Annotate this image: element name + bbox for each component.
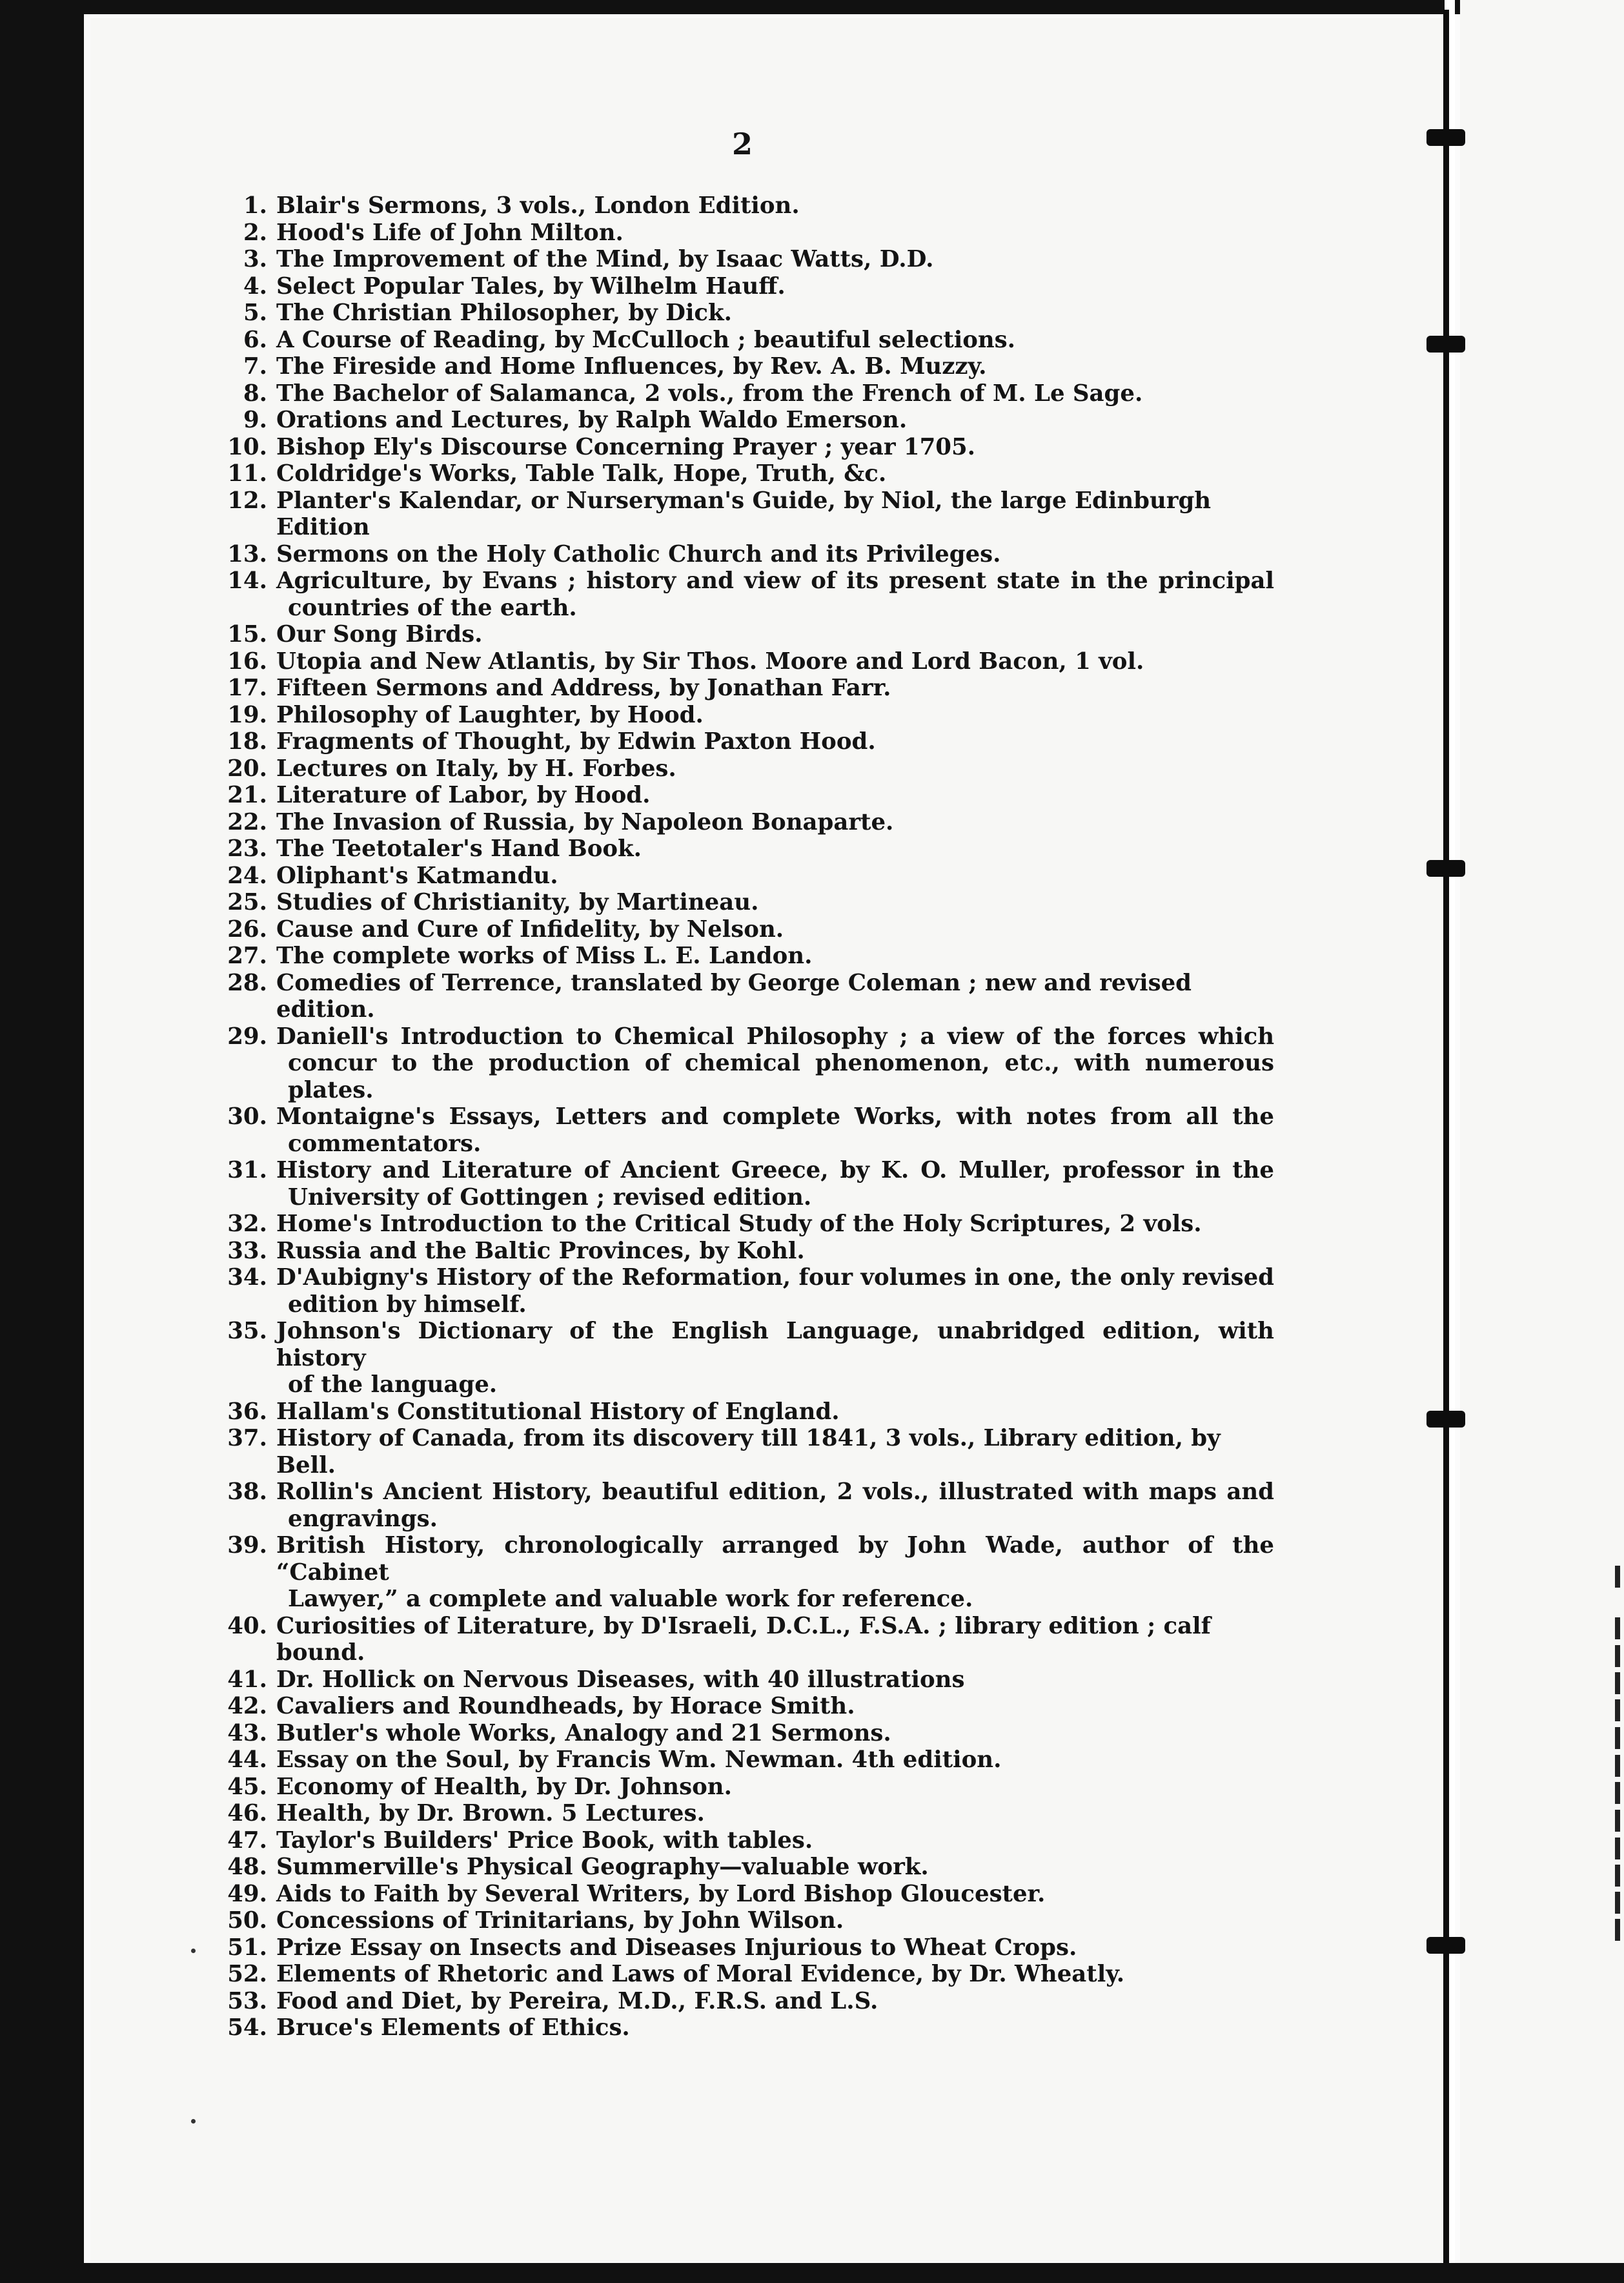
list-item-row	[213, 1693, 1274, 1720]
entry-title: The Invasion of Russia, by Napoleon Bonaparte.	[276, 808, 894, 835]
entry-continuation: edition by himself.	[288, 1291, 527, 1318]
list-item-row	[213, 1881, 1274, 1908]
list-item-row	[213, 568, 1274, 595]
entry-number: 20.	[227, 755, 267, 782]
list-item-row	[213, 1318, 1274, 1371]
list-item-row	[213, 380, 1274, 407]
list-item-row	[213, 702, 1274, 729]
list-item	[213, 1693, 1274, 1720]
entry-title: Cause and Cure of Infidelity, by Nelson.	[276, 916, 784, 943]
entry-number: 40.	[227, 1612, 267, 1639]
list-item	[213, 835, 1274, 863]
scan-edge-bottom	[0, 2263, 1624, 2283]
entry-continuation: countries of the earth.	[288, 594, 577, 621]
list-item	[213, 1800, 1274, 1827]
entry-number: 32.	[227, 1211, 267, 1237]
list-item-row	[213, 728, 1274, 755]
list-item-row	[213, 970, 1274, 1023]
list-item	[213, 728, 1274, 755]
list-item	[213, 1907, 1274, 1934]
entry-title: British History, chronologically arranged by John Wade, author of the “Cabinet	[276, 1532, 1274, 1586]
entry-title: Lectures on Italy, by H. Forbes.	[276, 755, 676, 782]
list-item	[213, 1318, 1274, 1398]
entry-title: Daniell's Introduction to Chemical Philosophy ; a view of the forces which	[276, 1023, 1274, 1050]
entry-number: 6.	[243, 326, 267, 353]
entry-number: 45.	[227, 1773, 267, 1800]
entry-title: Literature of Labor, by Hood.	[276, 782, 651, 808]
entry-number: 10.	[227, 433, 267, 460]
entry-number: 48.	[227, 1854, 267, 1880]
entry-title: Food and Diet, by Pereira, M.D., F.R.S. and L.S.	[276, 1987, 878, 2014]
entry-title: Concessions of Trinitarians, by John Wilson.	[276, 1907, 844, 1934]
list-item	[213, 1479, 1274, 1532]
list-item-row	[213, 1425, 1274, 1479]
book-list	[213, 192, 1274, 2042]
list-item	[213, 1881, 1274, 1908]
entry-number: 8.	[243, 380, 267, 407]
entry-number: 7.	[243, 353, 267, 380]
adjacent-page-mark	[1615, 1727, 1620, 1749]
entry-number: 54.	[227, 2014, 267, 2041]
list-item	[213, 621, 1274, 648]
entry-title: Taylor's Builders' Price Book, with tables.	[276, 1827, 813, 1854]
list-item-row	[213, 1103, 1274, 1131]
adjacent-page-mark	[1615, 1755, 1620, 1777]
list-item	[213, 2014, 1274, 2042]
entry-title: Economy of Health, by Dr. Johnson.	[276, 1773, 732, 1800]
list-item	[213, 192, 1274, 220]
list-item-row	[213, 460, 1274, 487]
list-item-row	[213, 809, 1274, 836]
ink-speck	[191, 1949, 196, 1953]
entry-number: 26.	[227, 916, 267, 943]
list-item	[213, 568, 1274, 621]
binding-stitch	[1426, 129, 1465, 146]
list-item-row	[213, 889, 1274, 916]
entry-number: 50.	[227, 1907, 267, 1934]
list-item	[213, 1023, 1274, 1104]
list-item	[213, 863, 1274, 890]
list-item-row	[213, 1398, 1274, 1426]
list-item	[213, 1613, 1274, 1666]
list-item	[213, 1961, 1274, 1988]
entry-number: 37.	[227, 1425, 267, 1451]
entry-title: Hallam's Constitutional History of England.	[276, 1398, 840, 1425]
list-item-row	[213, 863, 1274, 890]
list-item-row	[213, 675, 1274, 702]
list-item	[213, 755, 1274, 783]
list-item-row	[213, 192, 1274, 220]
entry-title: Montaigne's Essays, Letters and complete Works, with notes from all the	[276, 1103, 1274, 1130]
entry-title: Aids to Faith by Several Writers, by Lord Bishop Gloucester.	[276, 1880, 1046, 1907]
list-item	[213, 487, 1274, 541]
entry-number: 42.	[227, 1693, 267, 1719]
list-item	[213, 1988, 1274, 2015]
entry-number: 39.	[227, 1532, 267, 1559]
entry-continuation: engravings.	[288, 1505, 438, 1532]
entry-title: Home's Introduction to the Critical Study of the Holy Scriptures, 2 vols.	[276, 1211, 1202, 1237]
adjacent-page-mark	[1615, 1919, 1620, 1941]
scan-edge-top	[0, 0, 1624, 14]
entry-number: 2.	[243, 219, 267, 246]
entry-number: 19.	[227, 701, 267, 728]
entry-title: Philosophy of Laughter, by Hood.	[276, 701, 704, 728]
entry-title: Health, by Dr. Brown. 5 Lectures.	[276, 1800, 705, 1827]
adjacent-page-mark	[1615, 1782, 1620, 1804]
list-item-row	[213, 1211, 1274, 1238]
entry-title: Bruce's Elements of Ethics.	[276, 2014, 630, 2041]
list-item	[213, 675, 1274, 702]
entry-number: 25.	[227, 889, 267, 916]
list-item-row	[213, 220, 1274, 247]
entry-title: Blair's Sermons, 3 vols., London Edition.	[276, 192, 800, 219]
list-item-row	[213, 1827, 1274, 1854]
entry-number: 31.	[227, 1157, 267, 1183]
list-item	[213, 1774, 1274, 1801]
entry-title: Essay on the Soul, by Francis Wm. Newman. 4th edition.	[276, 1746, 1002, 1773]
entry-title: Fifteen Sermons and Address, by Jonathan Farr.	[276, 675, 891, 701]
list-item-row	[213, 1907, 1274, 1934]
entry-number: 30.	[227, 1103, 267, 1130]
adjacent-page-mark	[1615, 1810, 1620, 1832]
list-item-row	[213, 1023, 1274, 1050]
list-item-row	[213, 621, 1274, 648]
list-item	[213, 648, 1274, 675]
entry-title: Coldridge's Works, Table Talk, Hope, Truth, &c.	[276, 460, 887, 487]
list-item-row	[213, 273, 1274, 300]
list-item-row	[213, 327, 1274, 354]
list-item	[213, 1264, 1274, 1318]
entry-number: 17.	[227, 675, 267, 701]
entry-title: Planter's Kalendar, or Nurseryman's Guide, by Niol, the large Edinburgh Edition	[276, 487, 1212, 540]
entry-title: Studies of Christianity, by Martineau.	[276, 889, 759, 916]
list-item	[213, 246, 1274, 273]
list-item-row	[213, 1532, 1274, 1586]
entry-title: Russia and the Baltic Provinces, by Kohl.	[276, 1237, 805, 1264]
list-item	[213, 1532, 1274, 1613]
list-item	[213, 889, 1274, 916]
entry-title: The Christian Philosopher, by Dick.	[276, 300, 732, 326]
entry-title: D'Aubigny's History of the Reformation, four volumes in one, the only revised	[276, 1264, 1274, 1291]
entry-title: Sermons on the Holy Catholic Church and its Privileges.	[276, 540, 1001, 568]
list-item	[213, 1211, 1274, 1238]
list-item	[213, 702, 1274, 729]
entry-title: The complete works of Miss L. E. Landon.	[276, 943, 813, 969]
entry-title: Johnson's Dictionary of the English Language, unabridged edition, with history	[276, 1318, 1274, 1371]
list-item-row	[213, 1800, 1274, 1827]
list-item-row	[213, 1613, 1274, 1666]
list-item-row	[213, 2014, 1274, 2042]
entry-title: The Bachelor of Salamanca, 2 vols., from the French of M. Le Sage.	[276, 380, 1143, 407]
list-item-row	[213, 1666, 1274, 1694]
list-item	[213, 1425, 1274, 1479]
entry-number: 24.	[227, 862, 267, 889]
list-item	[213, 273, 1274, 300]
adjacent-page-mark	[1615, 1892, 1620, 1914]
entry-number: 15.	[227, 621, 267, 648]
entry-number: 43.	[227, 1719, 267, 1746]
list-item	[213, 1827, 1274, 1854]
entry-continuation: University of Gottingen ; revised edition.	[288, 1183, 812, 1211]
entry-number: 29.	[227, 1023, 267, 1050]
list-item-row	[213, 916, 1274, 943]
entry-title: A Course of Reading, by McCulloch ; beautiful selections.	[276, 326, 1016, 353]
entry-title: The Improvement of the Mind, by Isaac Watts, D.D.	[276, 246, 934, 272]
list-item-row	[213, 1854, 1274, 1881]
list-item-row	[213, 1774, 1274, 1801]
entry-title: Hood's Life of John Milton.	[276, 219, 624, 246]
entry-number: 16.	[227, 648, 267, 675]
list-item	[213, 300, 1274, 327]
entry-title: Utopia and New Atlantis, by Sir Thos. Moore and Lord Bacon, 1 vol.	[276, 648, 1144, 675]
entry-title: Butler's whole Works, Analogy and 21 Sermons.	[276, 1719, 891, 1746]
entry-title: Our Song Birds.	[276, 621, 483, 648]
list-item	[213, 220, 1274, 247]
binding-stitch	[1426, 860, 1465, 877]
entry-number: 5.	[243, 300, 267, 326]
entry-title: Dr. Hollick on Nervous Diseases, with 40 illustrations	[276, 1666, 965, 1693]
entry-number: 53.	[227, 1987, 267, 2014]
ink-speck	[191, 2119, 196, 2124]
list-item-row	[213, 1157, 1274, 1184]
entry-title: Elements of Rhetoric and Laws of Moral Evidence, by Dr. Wheatly.	[276, 1961, 1125, 1987]
list-item-row	[213, 835, 1274, 863]
list-item	[213, 1854, 1274, 1881]
list-item-row	[213, 648, 1274, 675]
entry-number: 49.	[227, 1880, 267, 1907]
list-item-row	[213, 434, 1274, 461]
list-item	[213, 1157, 1274, 1211]
list-item	[213, 970, 1274, 1023]
list-item	[213, 327, 1274, 354]
list-item	[213, 916, 1274, 943]
adjacent-page-mark	[1615, 1699, 1620, 1721]
entry-number: 9.	[243, 407, 267, 433]
entry-number: 51.	[227, 1934, 267, 1961]
list-item	[213, 1666, 1274, 1694]
entry-number: 12.	[227, 487, 267, 514]
entry-number: 22.	[227, 808, 267, 835]
list-item-row	[213, 1479, 1274, 1506]
entry-title: The Teetotaler's Hand Book.	[276, 835, 642, 862]
entry-number: 52.	[227, 1961, 267, 1987]
entry-number: 18.	[227, 728, 267, 755]
list-item-row	[213, 246, 1274, 273]
list-item-row	[213, 353, 1274, 380]
list-item-row	[213, 1238, 1274, 1265]
entry-title: Bishop Ely's Discourse Concerning Prayer ; year 1705.	[276, 433, 976, 460]
page-number: 2	[731, 127, 753, 161]
entry-number: 44.	[227, 1746, 267, 1773]
entry-continuation: of the language.	[288, 1371, 498, 1398]
entry-number: 21.	[227, 782, 267, 808]
entry-title: Cavaliers and Roundheads, by Horace Smith.	[276, 1693, 855, 1719]
list-item	[213, 809, 1274, 836]
list-item-row	[213, 1961, 1274, 1988]
entry-continuation: concur to the production of chemical phenomenon, etc., with numerous	[288, 1050, 1274, 1076]
adjacent-page-mark	[1615, 1838, 1620, 1859]
list-item	[213, 407, 1274, 434]
list-item-row	[213, 755, 1274, 783]
adjacent-page-mark	[1615, 1672, 1620, 1694]
entry-title: Summerville's Physical Geography—valuable work.	[276, 1854, 929, 1880]
entry-title: Fragments of Thought, by Edwin Paxton Hood.	[276, 728, 876, 755]
list-item-row	[213, 943, 1274, 970]
binding-stitch	[1426, 1937, 1465, 1954]
entry-continuation: commentators.	[288, 1130, 482, 1157]
list-item	[213, 1238, 1274, 1265]
entry-number: 27.	[227, 943, 267, 969]
list-item-row	[213, 407, 1274, 434]
list-item	[213, 353, 1274, 380]
entry-number: 47.	[227, 1827, 267, 1854]
entry-number: 46.	[227, 1800, 267, 1827]
entry-title: Curiosities of Literature, by D'Israeli, D.C.L., F.S.A. ; library edition ; calf bound.	[276, 1612, 1211, 1666]
adjacent-page-mark	[1615, 1865, 1620, 1887]
list-item	[213, 1720, 1274, 1747]
binding-stitch	[1426, 1411, 1465, 1428]
list-item-row	[213, 782, 1274, 809]
entry-number: 13.	[227, 540, 267, 568]
entry-title: History and Literature of Ancient Greece, by K. O. Muller, professor in the	[276, 1157, 1274, 1183]
entry-number: 1.	[243, 192, 267, 219]
list-item-row	[213, 1264, 1274, 1291]
list-item	[213, 1103, 1274, 1157]
entry-number: 36.	[227, 1398, 267, 1425]
entry-number: 28.	[227, 969, 267, 996]
entry-continuation: plates.	[288, 1076, 374, 1103]
entry-number: 33.	[227, 1237, 267, 1264]
scan-edge-left	[0, 0, 84, 2283]
list-item	[213, 460, 1274, 487]
entry-title: Prize Essay on Insects and Diseases Injurious to Wheat Crops.	[276, 1934, 1077, 1961]
list-item-row	[213, 1934, 1274, 1961]
list-item-row	[213, 1720, 1274, 1747]
binding-stitch	[1426, 336, 1465, 353]
list-item	[213, 380, 1274, 407]
entry-number: 38.	[227, 1479, 267, 1505]
entry-title: History of Canada, from its discovery till 1841, 3 vols., Library edition, by Bell.	[276, 1425, 1221, 1479]
entry-continuation: Lawyer,” a complete and valuable work for reference.	[288, 1586, 973, 1612]
adjacent-page-mark	[1615, 1645, 1620, 1667]
entry-number: 4.	[243, 272, 267, 300]
entry-title: Rollin's Ancient History, beautiful edition, 2 vols., illustrated with maps and	[276, 1479, 1274, 1505]
list-item	[213, 1934, 1274, 1961]
entry-number: 34.	[227, 1264, 267, 1291]
entry-number: 11.	[227, 460, 267, 487]
list-item-row	[213, 541, 1274, 568]
entry-title: Orations and Lectures, by Ralph Waldo Emerson.	[276, 407, 908, 433]
list-item-row	[213, 487, 1274, 541]
entry-title: Comedies of Terrence, translated by George Coleman ; new and revised edition.	[276, 969, 1192, 1023]
list-item-row	[213, 300, 1274, 327]
list-item	[213, 943, 1274, 970]
list-item	[213, 541, 1274, 568]
list-item-row	[213, 1746, 1274, 1774]
entry-number: 41.	[227, 1666, 267, 1693]
entry-number: 35.	[227, 1318, 267, 1344]
entry-number: 23.	[227, 835, 267, 862]
entry-number: 14.	[227, 568, 267, 594]
adjacent-page-mark	[1615, 1566, 1620, 1588]
entry-title: Select Popular Tales, by Wilhelm Hauff.	[276, 272, 786, 300]
entry-title: Agriculture, by Evans ; history and view of its present state in the principal	[276, 568, 1274, 594]
list-item-row	[213, 1988, 1274, 2015]
list-item	[213, 1398, 1274, 1426]
list-item	[213, 782, 1274, 809]
adjacent-page-mark	[1615, 1617, 1620, 1639]
entry-title: Oliphant's Katmandu.	[276, 862, 558, 889]
adjacent-page-edge	[1460, 0, 1624, 2283]
list-item	[213, 434, 1274, 461]
list-item	[213, 1746, 1274, 1774]
entry-title: The Fireside and Home Influences, by Rev. A. B. Muzzy.	[276, 353, 987, 380]
entry-number: 3.	[243, 246, 267, 272]
